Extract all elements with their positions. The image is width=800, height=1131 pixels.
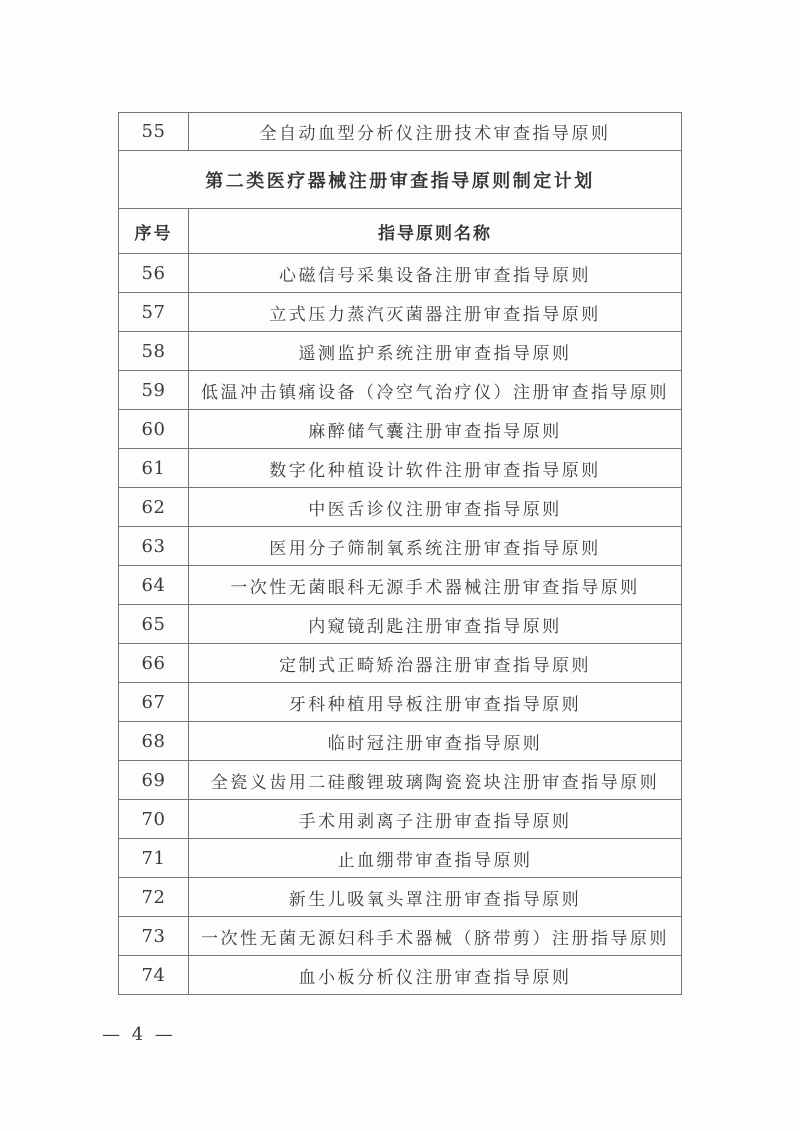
guidance-name-cell: 立式压力蒸汽灭菌器注册审查指导原则 (189, 293, 682, 332)
serial-number-cell: 71 (119, 839, 189, 878)
serial-number-cell: 60 (119, 410, 189, 449)
serial-number-cell: 62 (119, 488, 189, 527)
serial-number-cell: 66 (119, 644, 189, 683)
guidance-name-cell: 一次性无菌无源妇科手术器械（脐带剪）注册指导原则 (189, 917, 682, 956)
serial-number-cell: 58 (119, 332, 189, 371)
table-row (119, 527, 682, 566)
table-row (119, 254, 682, 293)
table-row (119, 761, 682, 800)
table-row (119, 113, 682, 151)
guidance-name-cell: 全自动血型分析仪注册技术审查指导原则 (189, 113, 682, 151)
serial-number-cell: 72 (119, 878, 189, 917)
serial-number-cell: 65 (119, 605, 189, 644)
guidance-name-cell: 新生儿吸氧头罩注册审查指导原则 (189, 878, 682, 917)
guidance-name-cell: 牙科种植用导板注册审查指导原则 (189, 683, 682, 722)
serial-number-cell: 67 (119, 683, 189, 722)
table-row (119, 410, 682, 449)
guidance-name-cell: 内窥镜刮匙注册审查指导原则 (189, 605, 682, 644)
guidance-name-cell: 低温冲击镇痛设备（冷空气治疗仪）注册审查指导原则 (189, 371, 682, 410)
guidance-name-cell: 血小板分析仪注册审查指导原则 (189, 956, 682, 995)
serial-number-cell: 68 (119, 722, 189, 761)
serial-number-cell: 64 (119, 566, 189, 605)
table-row (119, 449, 682, 488)
serial-number-cell: 70 (119, 800, 189, 839)
guidance-name-cell: 手术用剥离子注册审查指导原则 (189, 800, 682, 839)
table-row (119, 566, 682, 605)
table-row (119, 956, 682, 995)
serial-number-cell: 69 (119, 761, 189, 800)
table-row (119, 488, 682, 527)
serial-number-cell: 63 (119, 527, 189, 566)
column-header-row (119, 209, 682, 254)
serial-number-cell: 59 (119, 371, 189, 410)
table-row (119, 332, 682, 371)
table-row (119, 722, 682, 761)
table-row (119, 371, 682, 410)
serial-number-cell: 74 (119, 956, 189, 995)
section-title: 第二类医疗器械注册审查指导原则制定计划 (119, 151, 682, 209)
table-row (119, 644, 682, 683)
table-row (119, 917, 682, 956)
table-row (119, 878, 682, 917)
table-row (119, 293, 682, 332)
serial-number-cell: 56 (119, 254, 189, 293)
guidance-name-cell: 心磁信号采集设备注册审查指导原则 (189, 254, 682, 293)
guidance-name-cell: 一次性无菌眼科无源手术器械注册审查指导原则 (189, 566, 682, 605)
table-row (119, 800, 682, 839)
serial-number-cell: 73 (119, 917, 189, 956)
guidance-name-cell: 医用分子筛制氧系统注册审查指导原则 (189, 527, 682, 566)
table-row (119, 839, 682, 878)
guidance-name-cell: 遥测监护系统注册审查指导原则 (189, 332, 682, 371)
table-row (119, 605, 682, 644)
guidance-principles-table (118, 112, 682, 995)
guidance-name-cell: 定制式正畸矫治器注册审查指导原则 (189, 644, 682, 683)
guidance-name-cell: 止血绷带审查指导原则 (189, 839, 682, 878)
guidance-name-cell: 数字化种植设计软件注册审查指导原则 (189, 449, 682, 488)
page-number: — 4 — (102, 1024, 176, 1045)
guidance-name-cell: 中医舌诊仪注册审查指导原则 (189, 488, 682, 527)
column-header-name: 指导原则名称 (189, 209, 682, 254)
guidance-name-cell: 临时冠注册审查指导原则 (189, 722, 682, 761)
serial-number-cell: 57 (119, 293, 189, 332)
section-title-row (119, 151, 682, 209)
column-header-serial: 序号 (119, 209, 189, 254)
guidance-name-cell: 全瓷义齿用二硅酸锂玻璃陶瓷瓷块注册审查指导原则 (189, 761, 682, 800)
serial-number-cell: 55 (119, 113, 189, 151)
table-row (119, 683, 682, 722)
serial-number-cell: 61 (119, 449, 189, 488)
guidance-name-cell: 麻醉储气囊注册审查指导原则 (189, 410, 682, 449)
